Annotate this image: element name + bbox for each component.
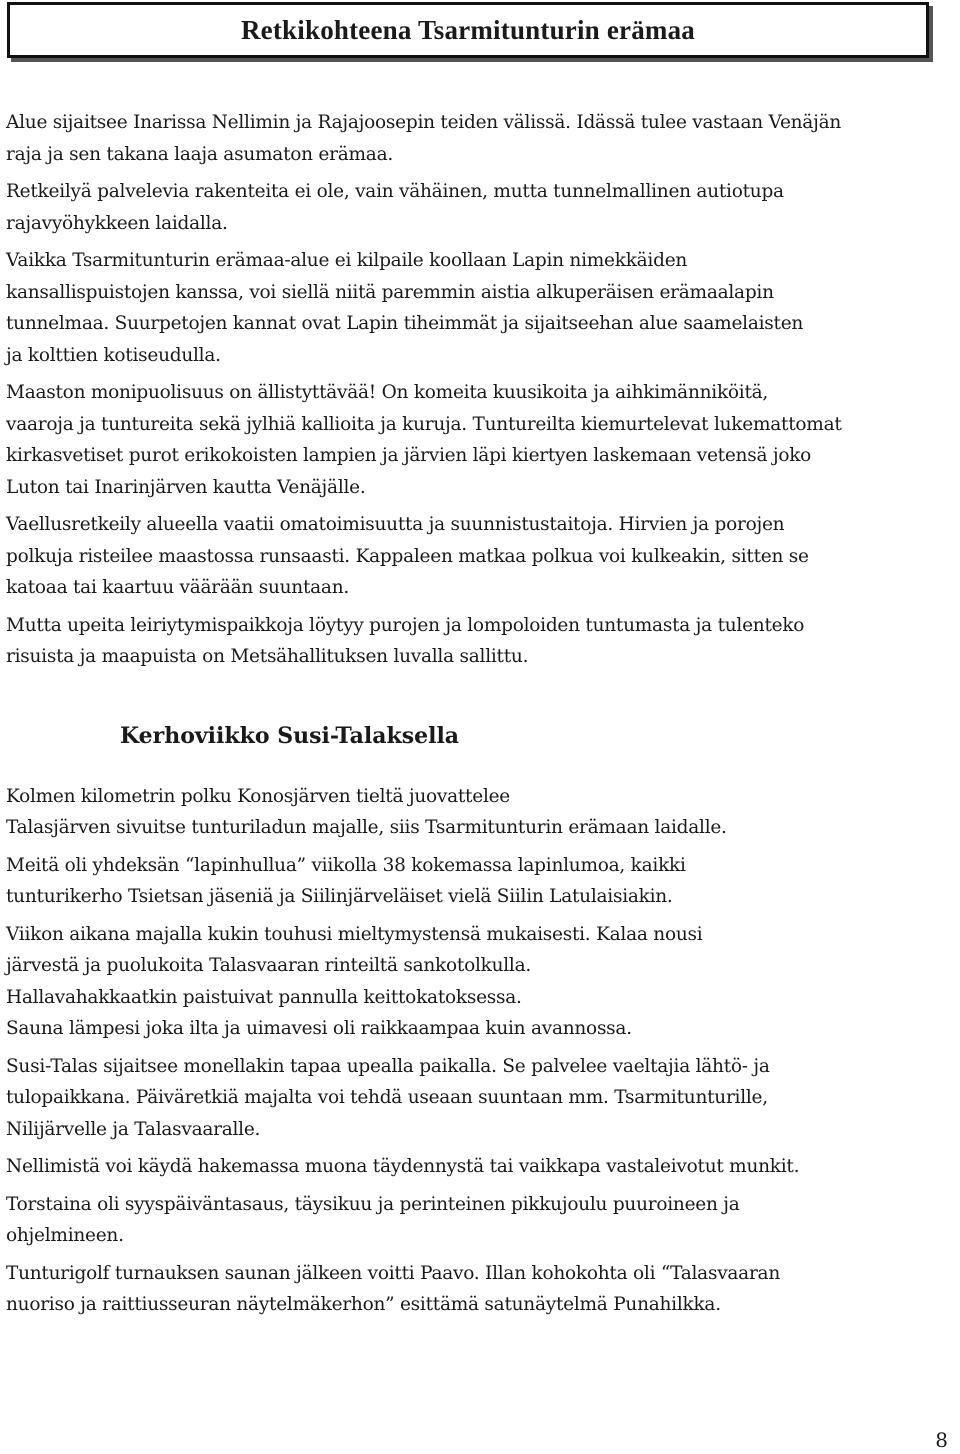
- text-line: Nilijärvelle ja Talasvaaralle.: [6, 1118, 261, 1140]
- text-line: Viikon aikana majalla kukin touhusi mieltymystensä mukaisesti. Kalaa nousi: [6, 923, 703, 945]
- page-title: Retkikohteena Tsarmitunturin erämaa: [240, 14, 696, 45]
- paragraph: [6, 245, 946, 371]
- text-line: Hallavahakkaatkin paistuivat pannulla keittokatoksessa.: [6, 986, 522, 1008]
- text-line: Kolmen kilometrin polku Konosjärven tieltä juovattelee: [6, 785, 511, 807]
- paragraph: [6, 107, 946, 170]
- text-line: katoaa tai kaartuu väärään suuntaan.: [6, 577, 350, 598]
- text-line: Tunturigolf turnauksen saunan jälkeen voitti Paavo. Illan kohokohta oli “Talasvaaran: [6, 1262, 780, 1284]
- text-line: Mutta upeita leiriytymispaikkoja löytyy purojen ja lompoloiden tuntumasta ja tulenteko: [6, 614, 805, 636]
- text-line: polkuja risteilee maastossa runsaasti. Kappaleen matkaa polkua voi kulkeakin, sitten se: [6, 545, 809, 567]
- paragraph: [6, 850, 946, 913]
- paragraph: [6, 610, 946, 673]
- text-line: ohjelmineen.: [6, 1225, 124, 1246]
- section-tsarmitunturi: [6, 107, 946, 673]
- paragraph: [6, 377, 946, 503]
- title-box: [7, 2, 929, 58]
- paragraph: [6, 1151, 946, 1183]
- paragraph: [6, 176, 946, 239]
- text-line: nuoriso ja raittiusseuran näytelmäkerhon” esittämä satunäytelmä Punahilkka.: [6, 1294, 721, 1315]
- paragraph: [6, 1189, 946, 1252]
- text-line: Talasjärven sivuitse tunturiladun majalle, siis Tsarmitunturin erämaan laidalle.: [6, 817, 727, 838]
- text-line: Alue sijaitsee Inarissa Nellimin ja Rajajoosepin teiden välissä. Idässä tulee vastaan Venäjän: [6, 112, 842, 133]
- text-line: Nellimistä voi käydä hakemassa muona täydennystä tai vaikkapa vastaleivotut munkit.: [6, 1156, 800, 1177]
- text-line: tunnelmaa. Suurpetojen kannat ovat Lapin tiheimmät ja sijaitseehan alue saamelaisten: [6, 313, 804, 334]
- paragraph: [6, 1258, 946, 1321]
- text-line: vaaroja ja tuntureita sekä jylhiä kallioita ja kuruja. Tuntureilta kiemurtelevat lukemattomat: [6, 413, 842, 435]
- page-number: 8: [935, 1428, 948, 1452]
- section-heading: Kerhoviikko Susi-Talaksella: [120, 722, 460, 749]
- text-line: tunturikerho Tsietsan jäseniä ja Siilinjärveläiset vielä Siilin Latulaisiakin.: [6, 886, 673, 907]
- text-line: Vaikka Tsarmitunturin erämaa-alue ei kilpaile koollaan Lapin nimekkäiden: [6, 250, 688, 271]
- text-line: Susi-Talas sijaitsee monellakin tapaa upealla paikalla. Se palvelee vaeltajia lähtö- ja: [6, 1055, 770, 1077]
- text-line: kirkasvetiset purot erikokoisten lampien ja järvien läpi kiertyen laskemaan vetensä joko: [6, 445, 812, 466]
- text-line: järvestä ja puolukoita Talasvaaran rinteiltä sankotolkulla.: [6, 955, 532, 976]
- text-line: rajavyöhykkeen laidalla.: [6, 212, 228, 234]
- text-line: Retkeilyä palvelevia rakenteita ei ole, vain vähäinen, mutta tunnelmallinen autiotupa: [6, 181, 784, 202]
- text-line: Sauna lämpesi joka ilta ja uimavesi oli raikkaampaa kuin avannossa.: [6, 1018, 632, 1039]
- paragraph: [6, 1051, 946, 1146]
- text-line: ja kolttien kotiseudulla.: [6, 344, 221, 366]
- text-line: Meitä oli yhdeksän “lapinhullua” viikolla 38 kokemassa lapinlumoa, kaikki: [6, 854, 686, 876]
- paragraph: [6, 509, 946, 604]
- text-line: risuista ja maapuista on Metsähallituksen luvalla sallittu.: [6, 646, 529, 667]
- text-line: Luton tai Inarinjärven kautta Venäjälle.: [6, 476, 366, 498]
- document-body: [6, 107, 946, 1327]
- text-line: tulopaikkana. Päiväretkiä majalta voi tehdä useaan suuntaan mm. Tsarmitunturille,: [6, 1087, 768, 1108]
- text-line: kansallispuistojen kanssa, voi siellä niitä paremmin aistia alkuperäisen erämaalapin: [6, 281, 774, 303]
- text-line: Torstaina oli syyspäiväntasaus, täysikuu ja perinteinen pikkujoulu puuroineen ja: [6, 1193, 740, 1215]
- paragraph: [6, 919, 946, 1045]
- paragraph: [6, 781, 946, 844]
- text-line: Maaston monipuolisuus on ällistyttävää! On komeita kuusikoita ja aihkimänniköitä,: [6, 382, 769, 403]
- section-kerhoviikko: [6, 781, 946, 1321]
- text-line: Vaellusretkeily alueella vaatii omatoimisuutta ja suunnistustaitoja. Hirvien ja porojen: [6, 514, 785, 535]
- text-line: raja ja sen takana laaja asumaton erämaa.: [6, 143, 393, 165]
